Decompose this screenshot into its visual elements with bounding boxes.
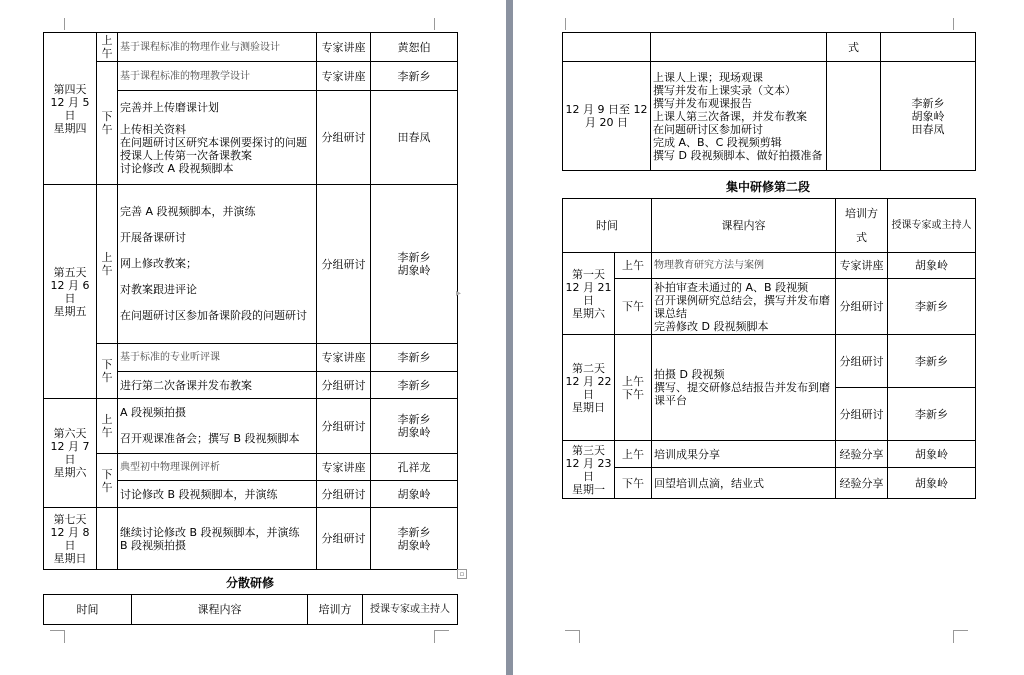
header-host: 授课专家或主持人	[363, 595, 458, 625]
table-row	[44, 454, 458, 481]
course-content: 典型初中物理课例评析	[118, 454, 317, 481]
schedule-table-left	[43, 32, 458, 570]
course-content: 完善并上传磨课计划 上传相关资料 在问题研讨区研究本课例要探讨的问题 授课人上传第一次备课教案 讨论修改 A 段视频脚本	[118, 91, 317, 185]
session-am: 上午	[97, 399, 118, 454]
table-row	[44, 508, 458, 570]
header-content: 课程内容	[652, 199, 836, 253]
table-row	[563, 441, 976, 468]
table-header-row	[563, 199, 976, 253]
day-label: 第二天 12 月 22 日 星期日	[563, 335, 615, 441]
table-row	[44, 399, 458, 454]
session-am: 上午	[615, 253, 652, 279]
training-format: 分组研讨	[317, 508, 371, 570]
table-header-row	[44, 595, 458, 625]
table-row	[563, 33, 976, 62]
header-format: 培训方	[308, 595, 363, 625]
host: 李新乡	[371, 372, 458, 399]
crop-mark	[565, 18, 566, 30]
host: 李新乡 胡象岭	[371, 399, 458, 454]
crop-mark	[953, 630, 968, 643]
session-am: 上午	[615, 441, 652, 468]
training-format: 专家讲座	[317, 62, 371, 91]
training-format: 分组研讨	[836, 335, 888, 388]
training-format: 专家讲座	[317, 454, 371, 481]
session-am: 上午	[97, 185, 118, 344]
empty-cell	[827, 62, 881, 171]
page-gap	[506, 0, 513, 675]
training-format: 分组研讨	[317, 185, 371, 344]
course-content: A 段视频拍摄 召开观课准备会；撰写 B 段视频脚本	[118, 399, 317, 454]
course-content: 基于课程标准的物理作业与测验设计	[118, 33, 317, 62]
header-time: 时间	[44, 595, 132, 625]
table-resize-arrow-icon[interactable]: ▸	[456, 288, 462, 299]
header-time: 时间	[563, 199, 652, 253]
document-page-right	[513, 0, 1024, 675]
table-row	[44, 185, 458, 344]
course-content: 回望培训点滴，结业式	[652, 468, 836, 499]
host: 李新乡 胡象岭	[371, 185, 458, 344]
course-content: 基于课程标准的物理教学设计	[118, 62, 317, 91]
header-content: 课程内容	[132, 595, 308, 625]
session-pm: 下午	[615, 279, 652, 335]
day-label: 第六天 12 月 7 日 星期六	[44, 399, 97, 508]
schedule-table-right-top	[562, 32, 976, 171]
course-content: 继续讨论修改 B 段视频脚本，并演练 B 段视频拍摄	[118, 508, 317, 570]
training-format: 分组研讨	[836, 388, 888, 441]
course-content: 上课人上课；现场观课 撰写并发布上课实录（文本） 撰写并发布观课报告 上课人第三次备课，并发布教案 在问题研讨区参加研讨 完成 A、B、C 段视频剪辑 撰写 D 段视频脚本、做好拍摄准备	[651, 62, 827, 171]
host: 李新乡	[888, 279, 976, 335]
host: 胡象岭	[888, 468, 976, 499]
course-content: 进行第二次备课并发布教案	[118, 372, 317, 399]
schedule-header-table-left	[43, 594, 458, 625]
empty-cell	[563, 33, 651, 62]
table-row	[44, 62, 458, 91]
section-title: 集中研修第二段	[725, 180, 810, 194]
session-pm: 下午	[97, 62, 118, 185]
date-range: 12 月 9 日至 12 月 20 日	[563, 62, 651, 171]
host: 李新乡 胡象岭	[371, 508, 458, 570]
course-content: 基于标准的专业听评课	[118, 344, 317, 372]
session-am-pm: 上午 下午	[615, 335, 652, 441]
session-pm: 下午	[97, 344, 118, 399]
training-format: 式	[827, 33, 881, 62]
training-format: 专家讲座	[317, 344, 371, 372]
session-am: 上午	[97, 33, 118, 62]
training-format: 分组研讨	[317, 372, 371, 399]
empty-cell	[651, 33, 827, 62]
host: 胡象岭	[888, 253, 976, 279]
host: 胡象岭	[371, 481, 458, 508]
training-format: 分组研讨	[317, 399, 371, 454]
training-format: 分组研讨	[836, 279, 888, 335]
session-pm: 下午	[615, 468, 652, 499]
course-content: 培训成果分享	[652, 441, 836, 468]
host: 孔祥龙	[371, 454, 458, 481]
training-format: 经验分享	[836, 441, 888, 468]
course-content: 讨论修改 B 段视频脚本，并演练	[118, 481, 317, 508]
host: 李新乡 胡象岭 田春凤	[881, 62, 976, 171]
day-label: 第三天 12 月 23 日 星期一	[563, 441, 615, 499]
table-row	[44, 344, 458, 372]
header-host: 授课专家或主持人	[888, 199, 976, 253]
crop-mark	[953, 18, 954, 30]
section-title: 分散研修	[225, 576, 274, 590]
course-content: 物理教育研究方法与案例	[652, 253, 836, 279]
course-content: 拍摄 D 段视频 撰写、提交研修总结报告并发布到磨课平台	[652, 335, 836, 441]
crop-mark	[565, 630, 580, 643]
host: 田春凤	[371, 91, 458, 185]
day-label: 第四天 12 月 5 日 星期四	[44, 33, 97, 185]
session-pm: 下午	[97, 454, 118, 508]
training-format: 分组研讨	[317, 91, 371, 185]
host: 李新乡	[371, 344, 458, 372]
table-row	[563, 279, 976, 335]
host: 李新乡	[888, 335, 976, 388]
day-label: 第一天 12 月 21 日 星期六	[563, 253, 615, 335]
schedule-table-right	[562, 198, 976, 499]
training-format: 专家讲座	[317, 33, 371, 62]
table-row	[563, 468, 976, 499]
crop-mark	[64, 18, 65, 30]
training-format: 专家讲座	[836, 253, 888, 279]
crop-mark	[434, 630, 449, 643]
table-row	[563, 62, 976, 171]
training-format: 经验分享	[836, 468, 888, 499]
header-format: 培训方 式	[836, 199, 888, 253]
document-page-left	[0, 0, 506, 675]
crop-mark	[50, 630, 65, 643]
table-row	[563, 335, 976, 388]
empty-cell	[881, 33, 976, 62]
table-row	[44, 33, 458, 62]
host: 黄恕伯	[371, 33, 458, 62]
table-resize-handle-icon[interactable]: ▫	[457, 569, 467, 579]
host: 胡象岭	[888, 441, 976, 468]
day-label: 第七天 12 月 8 日 星期日	[44, 508, 97, 570]
host: 李新乡	[888, 388, 976, 441]
training-format: 分组研讨	[317, 481, 371, 508]
course-content: 补拍审查未通过的 A、B 段视频 召开课例研究总结会，撰写并发布磨课总结 完善修改 D 段视频脚本	[652, 279, 836, 335]
crop-mark	[434, 18, 435, 30]
table-row	[563, 253, 976, 279]
host: 李新乡	[371, 62, 458, 91]
day-label: 第五天 12 月 6 日 星期五	[44, 185, 97, 399]
course-content: 完善 A 段视频脚本，并演练 开展备课研讨 网上修改教案； 对教案跟进评论 在问题研讨区参加备课阶段的问题研讨	[118, 185, 317, 344]
session-empty	[97, 508, 118, 570]
